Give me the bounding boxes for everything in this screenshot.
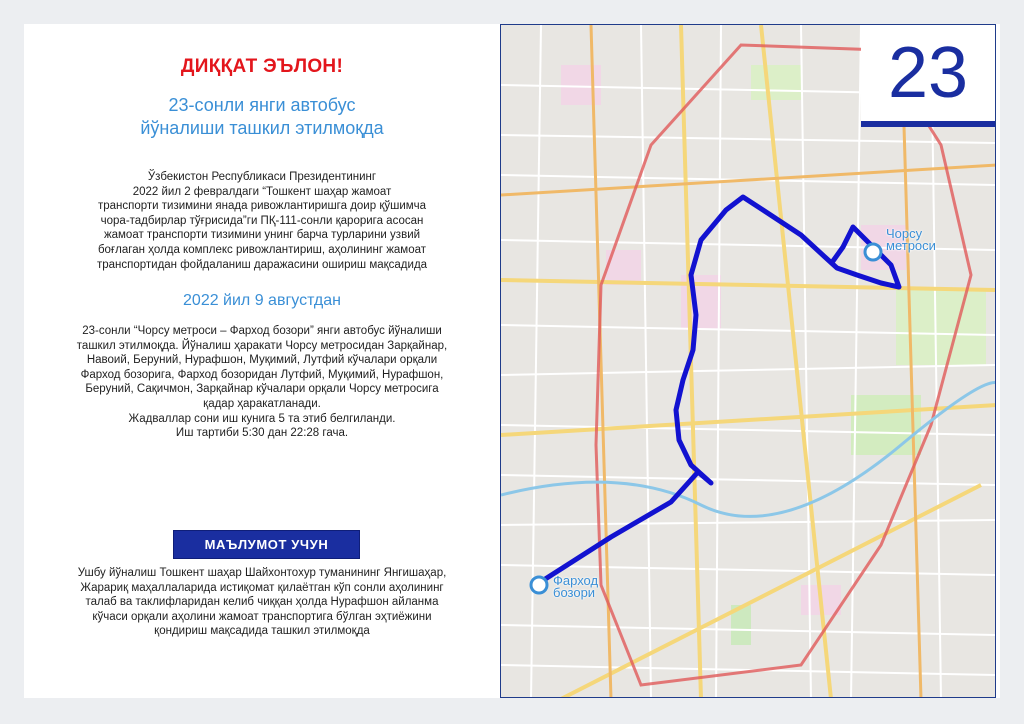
info-line: Ушбу йўналиш Тошкент шаҳар Шайхонтохур туманининг Янгишаҳар, — [77, 567, 447, 579]
start-date: 2022 йил 9 августдан — [183, 292, 341, 309]
stop-label-chorsu — [886, 228, 936, 252]
body-line: Фарход бозорига, Фарход бозоридан Лутфий, Муқимий, Нурафшон, — [80, 368, 444, 381]
stop-label-farhod — [553, 575, 598, 599]
info-line: талаб ва таклифларидан келиб чиққан ҳолда Нурафшон айланма — [85, 596, 439, 609]
park-area — [751, 65, 801, 100]
intro-line: транспорти тизимини янада ривожлантиришга доир қўшимча — [97, 200, 427, 213]
intro-line: жамоат транспорти тизимини унинг барча турларини узвий — [103, 229, 421, 242]
intro-line: транспортидан фойдаланиш даражасини ошириш мақсадида — [96, 258, 428, 271]
stop-label-line: бозори — [553, 585, 596, 600]
route-description — [72, 324, 452, 441]
intro-paragraph — [84, 170, 440, 272]
announcement-title: ДИҚҚАТ ЭЪЛОН! — [180, 56, 344, 77]
intro-line: Ўзбекистон Республикаси Президентининг — [147, 171, 377, 183]
info-banner: МАЪЛУМОТ УЧУН — [173, 530, 360, 559]
intro-line: 2022 йил 2 февралдаги “Тошкент шаҳар жамоат — [132, 185, 392, 198]
info-line: Жарариқ маҳаллаларида истиқомат қилаётган кўп сонли аҳолининг — [80, 581, 444, 594]
announcement-subtitle — [24, 94, 500, 140]
body-line: Беруний, Сақичмон, Зарқайнар кўчалари орқали Чорсу метросига — [85, 383, 439, 396]
body-line: ташкил этилмоқда. Йўналиш ҳаракати Чорсу метросидан Зарқайнар, — [76, 339, 448, 352]
stop-label-line: Чорсу — [886, 226, 923, 241]
stop-marker-chorsu[interactable] — [865, 244, 881, 260]
body-line: Жадваллар сони иш кунига 5 та этиб белгиланди. — [128, 412, 396, 425]
intro-line: чора-тадбирлар тўғрисида”ги ПҚ-111-сонли қарорига асосан — [100, 214, 424, 227]
subtitle-line: йўналиши ташкил этилмоқда — [140, 118, 384, 138]
park-area — [851, 395, 921, 455]
district-block — [561, 65, 601, 105]
intro-line: боғлаган ҳолда комплекс ривожлантириш, аҳолининг жамоат — [97, 243, 427, 256]
stop-marker-farhod[interactable] — [531, 577, 547, 593]
stop-label-line: Фарход — [553, 573, 599, 588]
stop-label-line: метроси — [886, 238, 936, 253]
info-paragraph — [46, 566, 478, 639]
info-line: кўчаси орқали аҳолини жамоат транспортига бўлган эҳтиёжини — [92, 610, 432, 623]
route-number-badge: 23 — [861, 25, 995, 127]
body-line: Навоий, Беруний, Нурафшон, Муқимий, Лутфий кўчалари орқали — [86, 354, 438, 367]
announcement-panel — [24, 24, 500, 698]
info-line: қондириш мақсадида ташкил этилмоқда — [154, 625, 370, 638]
body-line: 23-сонли “Чорсу метроси – Фарход бозори” янги автобус йўналиши — [82, 325, 442, 337]
subtitle-line: 23-сонли янги автобус — [168, 95, 356, 115]
route-map[interactable] — [500, 24, 996, 698]
body-line: қадар ҳаракатланади. — [203, 397, 321, 410]
body-line: Иш тартиби 5:30 дан 22:28 гача. — [175, 427, 349, 440]
